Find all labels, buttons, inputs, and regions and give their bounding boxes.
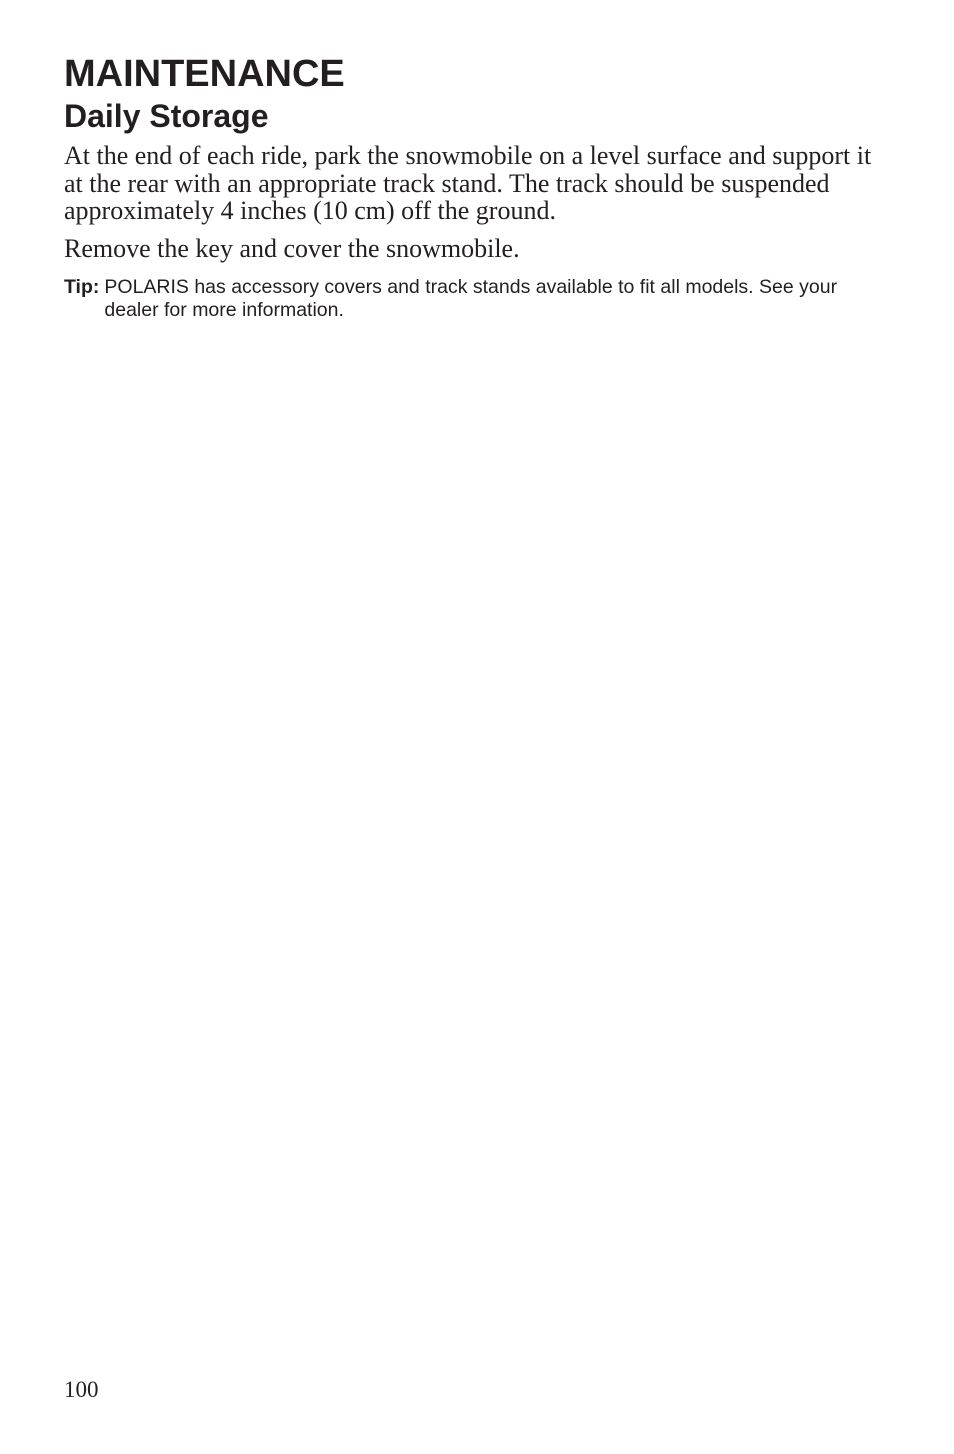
section-title: Daily Storage: [64, 98, 269, 134]
tip-note: [64, 276, 884, 322]
page-number: 100: [64, 1377, 99, 1402]
tip-text: POLARIS has accessory covers and track stands available to fit all models. See your dealer for more information.: [104, 276, 838, 321]
chapter-title: MAINTENANCE: [64, 53, 345, 95]
tip-label: Tip:: [64, 276, 100, 298]
manual-page: [64, 52, 884, 322]
paragraph-park-instructions: At the end of each ride, park the snowmobile on a level surface and support it at the rear with an appropriate track stand. The track should be suspended approximately 4 inches (10 cm) off the ground.: [64, 141, 872, 225]
paragraph-remove-key: Remove the key and cover the snowmobile.: [64, 233, 520, 263]
